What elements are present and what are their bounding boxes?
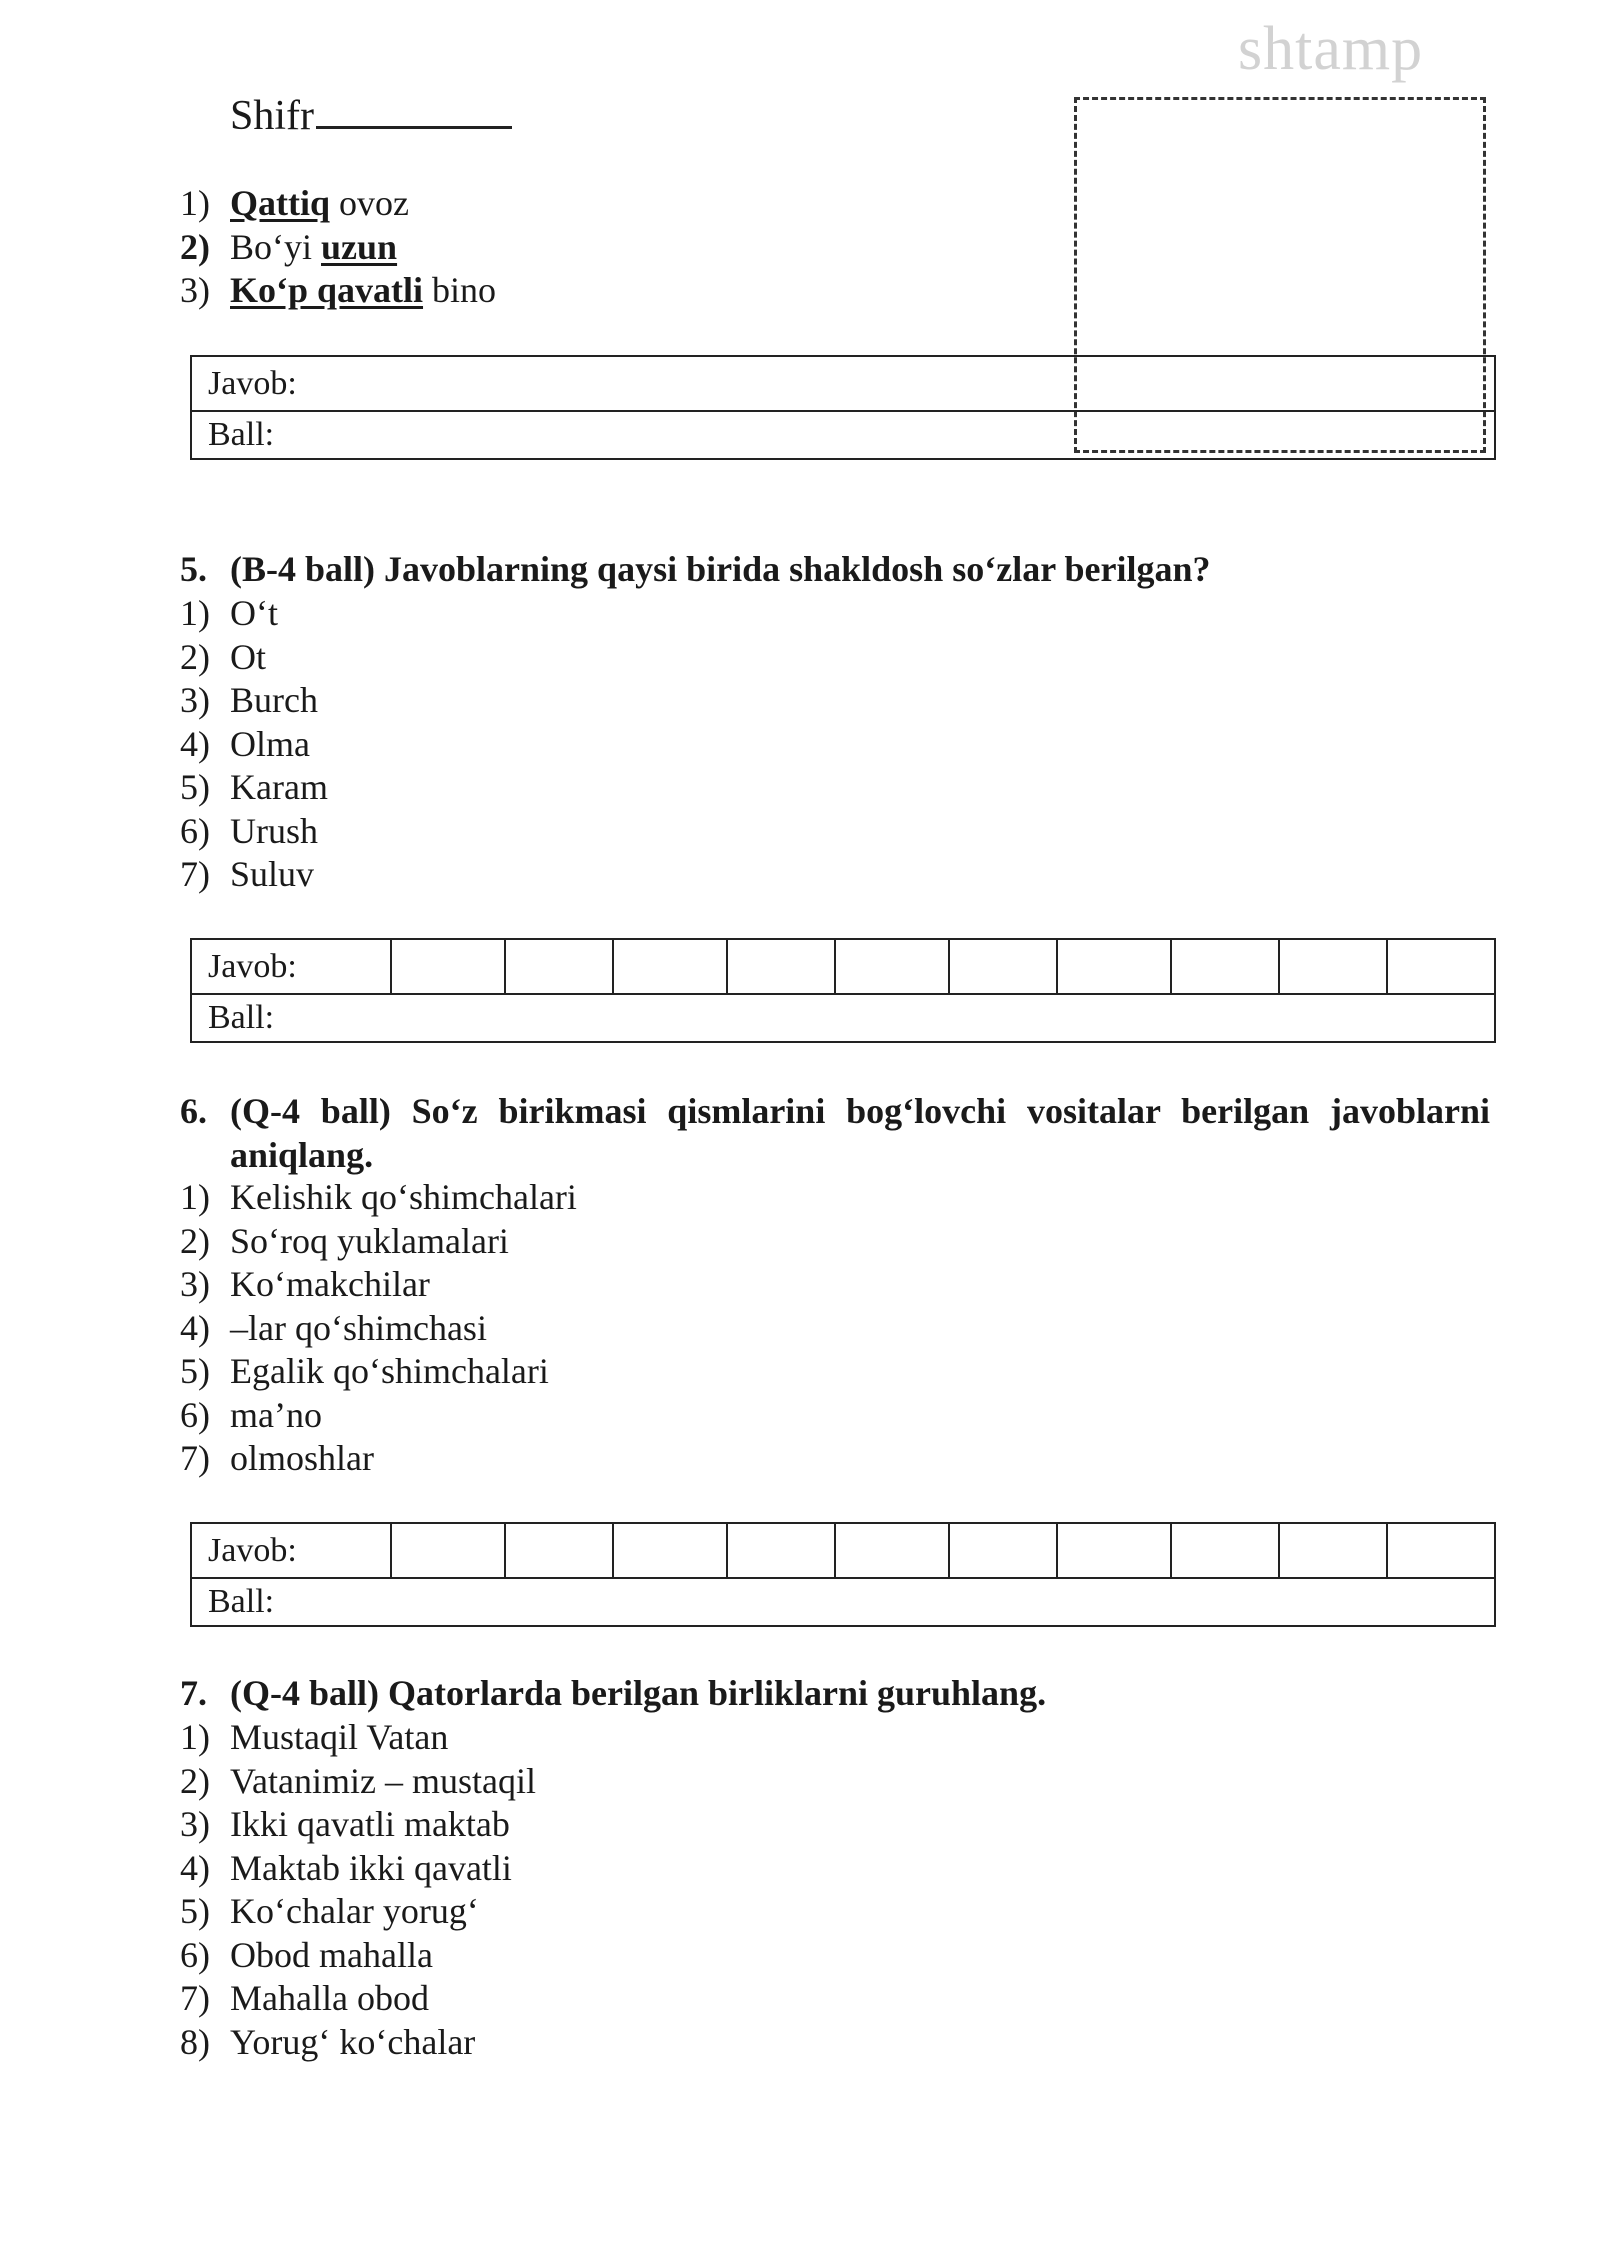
ball-row[interactable]	[192, 410, 1494, 458]
list-item	[180, 853, 328, 897]
question-7	[180, 1672, 1490, 1716]
underlined-word: uzun	[321, 226, 398, 267]
stamp-label: shtamp	[1238, 15, 1424, 83]
list-item	[180, 1934, 536, 1978]
list-item	[180, 1350, 577, 1394]
javob-row[interactable]	[192, 357, 1494, 410]
list-item	[180, 1176, 577, 1220]
answer-cell[interactable]	[1172, 1524, 1280, 1577]
list-item	[180, 1803, 536, 1847]
answer-cell[interactable]	[1388, 940, 1494, 993]
option-text: –lar qo‘shimchasi	[230, 1307, 487, 1348]
q6-answer-box	[190, 1522, 1496, 1627]
answer-cell[interactable]	[728, 1524, 836, 1577]
option-number: 4)	[180, 723, 210, 764]
option-number: 3)	[180, 680, 210, 720]
option-number: 3)	[180, 1264, 210, 1304]
option-text: olmoshlar	[230, 1438, 374, 1478]
option-number: 5)	[180, 1351, 210, 1391]
option-text: Urush	[230, 810, 318, 851]
option-number: 5)	[180, 1891, 210, 1931]
q5-answer-box	[190, 938, 1496, 1043]
ball-label: Ball:	[208, 1583, 275, 1620]
list-item	[180, 636, 328, 680]
list-item	[180, 226, 496, 270]
option-text: Ot	[230, 636, 266, 677]
option-number: 1)	[180, 593, 210, 633]
list-item	[180, 679, 328, 723]
option-number: 3)	[180, 270, 210, 310]
list-item	[180, 1220, 577, 1264]
list-item	[180, 1890, 536, 1934]
list-item	[180, 766, 328, 810]
list-item	[180, 1437, 577, 1481]
answer-cell[interactable]	[1280, 940, 1388, 993]
answer-cell[interactable]	[614, 1524, 728, 1577]
option-number: 8)	[180, 2021, 210, 2062]
option-number: 2)	[180, 1760, 210, 1801]
option-text: Bo‘yi	[230, 226, 322, 267]
list-item	[180, 1760, 536, 1804]
q6-options	[180, 1176, 577, 1481]
option-text: Ko‘chalar yorug‘	[230, 1891, 479, 1931]
option-number: 7)	[180, 854, 210, 894]
option-number: 2)	[180, 636, 210, 677]
question-number: 5.	[180, 549, 207, 589]
option-text: So‘roq yuklamalari	[230, 1220, 509, 1261]
question-text: (Q-4 ball) So‘z birikmasi qismlarini bog‘lovchi vositalar berilgan javoblarni aniqlang.	[230, 1091, 1490, 1175]
option-number: 1)	[180, 1177, 210, 1217]
option-text: Egalik qo‘shimchalari	[230, 1351, 549, 1391]
option-text: Yorug‘ ko‘chalar	[230, 2021, 476, 2062]
option-text: Mahalla obod	[230, 1978, 429, 2018]
question-number: 6.	[180, 1091, 207, 1131]
option-text: Kelishik qo‘shimchalari	[230, 1177, 577, 1217]
answer-cell[interactable]	[392, 940, 506, 993]
q4-options	[180, 182, 496, 313]
option-number: 2)	[180, 1220, 210, 1261]
ball-row[interactable]	[192, 1577, 1494, 1625]
answer-cell[interactable]	[506, 940, 614, 993]
javob-label: Javob:	[192, 1524, 392, 1577]
answer-cell[interactable]	[1172, 940, 1280, 993]
list-item	[180, 1716, 536, 1760]
answer-cell[interactable]	[1388, 1524, 1494, 1577]
option-text: Maktab ikki qavatli	[230, 1847, 512, 1888]
answer-cell[interactable]	[836, 1524, 950, 1577]
option-text: Vatanimiz – mustaqil	[230, 1760, 536, 1801]
answer-cell[interactable]	[506, 1524, 614, 1577]
ball-label: Ball:	[208, 999, 275, 1036]
option-number: 4)	[180, 1307, 210, 1348]
list-item	[180, 723, 328, 767]
option-text: Ko‘makchilar	[230, 1264, 430, 1304]
answer-cell[interactable]	[950, 940, 1058, 993]
option-number: 1)	[180, 1717, 210, 1757]
option-number: 2)	[180, 226, 210, 267]
option-text: bino	[423, 270, 497, 310]
option-text: ovoz	[330, 183, 409, 223]
ball-label: Ball:	[208, 416, 275, 453]
javob-label: Javob:	[208, 364, 297, 402]
option-number: 7)	[180, 1438, 210, 1478]
underlined-word: Ko‘p qavatli	[230, 270, 424, 310]
list-item	[180, 1847, 536, 1891]
list-item	[180, 1307, 577, 1351]
option-number: 4)	[180, 1847, 210, 1888]
option-number: 6)	[180, 1394, 210, 1435]
list-item	[180, 182, 496, 226]
answer-cell[interactable]	[1058, 940, 1172, 993]
option-text: Karam	[230, 767, 328, 807]
shifr-label: Shifr	[230, 93, 314, 139]
option-number: 7)	[180, 1978, 210, 2018]
question-6	[180, 1090, 1490, 1177]
option-text: Burch	[230, 680, 318, 720]
answer-cell[interactable]	[392, 1524, 506, 1577]
question-text: (Q-4 ball) Qatorlarda berilgan birliklarni guruhlang.	[230, 1673, 1047, 1713]
answer-cell[interactable]	[614, 940, 728, 993]
question-number: 7.	[180, 1673, 207, 1713]
answer-cell[interactable]	[728, 940, 836, 993]
option-text: ma’no	[230, 1394, 322, 1435]
answer-cell[interactable]	[836, 940, 950, 993]
list-item	[180, 1977, 536, 2021]
list-item	[180, 269, 496, 313]
answer-cell[interactable]	[950, 1524, 1058, 1577]
q5-options	[180, 592, 328, 897]
option-number: 1)	[180, 183, 210, 223]
question-5	[180, 548, 1490, 592]
list-item	[180, 810, 328, 854]
option-text: Olma	[230, 723, 310, 764]
shifr-field	[230, 92, 512, 140]
option-text: Suluv	[230, 854, 315, 894]
list-item	[180, 1263, 577, 1307]
q7-options	[180, 1716, 536, 2064]
option-number: 3)	[180, 1804, 210, 1844]
option-text: Obod mahalla	[230, 1934, 433, 1975]
question-text: (B-4 ball) Javoblarning qaysi birida shakldosh so‘zlar berilgan?	[230, 549, 1211, 589]
answer-cell[interactable]	[1058, 1524, 1172, 1577]
option-text: O‘t	[230, 593, 278, 633]
list-item	[180, 1394, 577, 1438]
javob-label: Javob:	[192, 940, 392, 993]
list-item	[180, 592, 328, 636]
ball-row[interactable]	[192, 993, 1494, 1041]
javob-row	[192, 940, 1494, 993]
option-number: 6)	[180, 1934, 210, 1975]
javob-row	[192, 1524, 1494, 1577]
option-text: Ikki qavatli maktab	[230, 1804, 510, 1844]
answer-cell[interactable]	[1280, 1524, 1388, 1577]
option-text: Mustaqil Vatan	[230, 1717, 449, 1757]
option-number: 5)	[180, 767, 210, 807]
list-item	[180, 2021, 536, 2065]
shifr-blank-line[interactable]	[316, 92, 512, 129]
option-number: 6)	[180, 810, 210, 851]
q4-answer-box	[190, 355, 1496, 460]
underlined-word: Qattiq	[230, 183, 331, 223]
